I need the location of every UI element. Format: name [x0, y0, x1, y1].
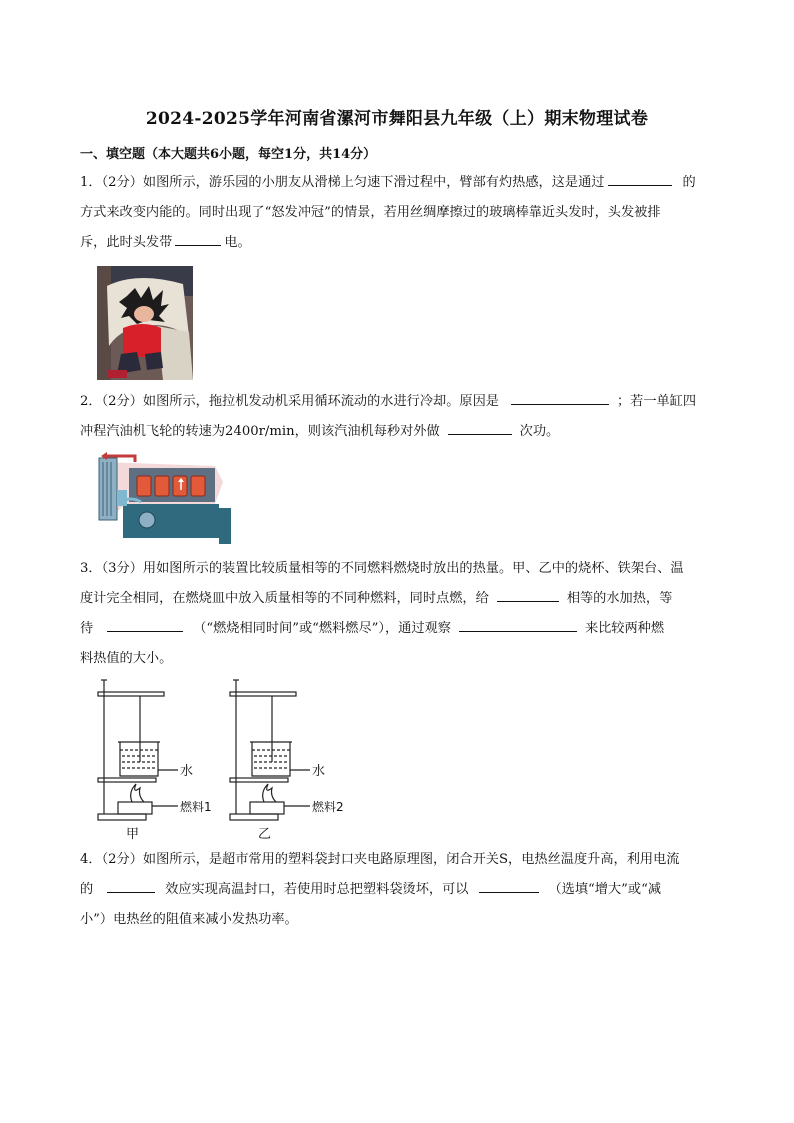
fuel-1-label: 燃料1 [180, 800, 212, 814]
question-line: 冲程汽油机飞轮的转速为2400r/min，则该汽油机每秒对外做 次功。 [80, 417, 720, 447]
section-heading: 一、填空题（本大题共6小题，每空1分，共14分） [80, 147, 377, 162]
answer-blank[interactable] [448, 419, 512, 435]
fuel-comparison-figure [92, 678, 362, 848]
question-line: 度计完全相同，在燃烧皿中放入质量相等的不同种燃料，同时点燃，给 相等的水加热，等 [80, 584, 720, 614]
answer-blank[interactable] [608, 170, 672, 186]
question-line: 斥，此时头发带 电。 [80, 228, 720, 258]
question-2 [80, 387, 720, 447]
engine-cooling-diagram [95, 452, 237, 550]
answer-blank[interactable] [479, 877, 539, 893]
water-label-1: 水 [180, 764, 194, 779]
answer-blank[interactable] [107, 877, 155, 893]
answer-blank[interactable] [497, 586, 559, 602]
question-3 [80, 554, 720, 674]
question-line: 料热值的大小。 [80, 651, 173, 666]
page-title: 2024-2025学年河南省漯河市舞阳县九年级（上）期末物理试卷 [145, 109, 649, 129]
question-line: 2．（2分）如图所示，拖拉机发动机采用循环流动的水进行冷却。原因是 ；若一单缸四 [80, 387, 720, 417]
question-line: 方式来改变内能的。同时出现了“怒发冲冠”的情景，若用丝绸摩擦过的玻璃棒靠近头发时，头发被排 [80, 205, 661, 220]
question-line: 的 效应实现高温封口，若使用时总把塑料袋烫坏，可以 （选填“增大”或“减 [80, 875, 720, 905]
setup-jia [98, 680, 178, 820]
question-line: 4．（2分）如图所示，是超市常用的塑料袋封口夹电路原理图，闭合开关S，电热丝温度升高，利用电流 [80, 852, 680, 867]
question-line: 3．（3分）用如图所示的装置比较质量相等的不同燃料燃烧时放出的热量。甲、乙中的烧杯、铁架台、温 [80, 561, 684, 576]
question-line: 1．（2分）如图所示，游乐园的小朋友从滑梯上匀速下滑过程中，臂部有灼热感，这是通过 的 [80, 168, 720, 198]
answer-blank[interactable] [459, 616, 577, 632]
question-line: 小”）电热丝的阻值来减小发热功率。 [80, 912, 298, 927]
setup-yi [230, 680, 310, 820]
slide-photo [97, 266, 193, 384]
question-1 [80, 168, 720, 258]
jia-label: 甲 [126, 827, 140, 842]
question-line: 待 （“燃烧相同时间”或“燃料燃尽”），通过观察 来比较两种燃 [80, 614, 720, 644]
fuel-2-label: 燃料2 [312, 800, 344, 814]
answer-blank[interactable] [175, 230, 221, 246]
answer-blank[interactable] [107, 616, 183, 632]
water-label-2: 水 [312, 764, 326, 779]
answer-blank[interactable] [511, 389, 609, 405]
question-4 [80, 845, 720, 935]
yi-label: 乙 [258, 827, 272, 842]
